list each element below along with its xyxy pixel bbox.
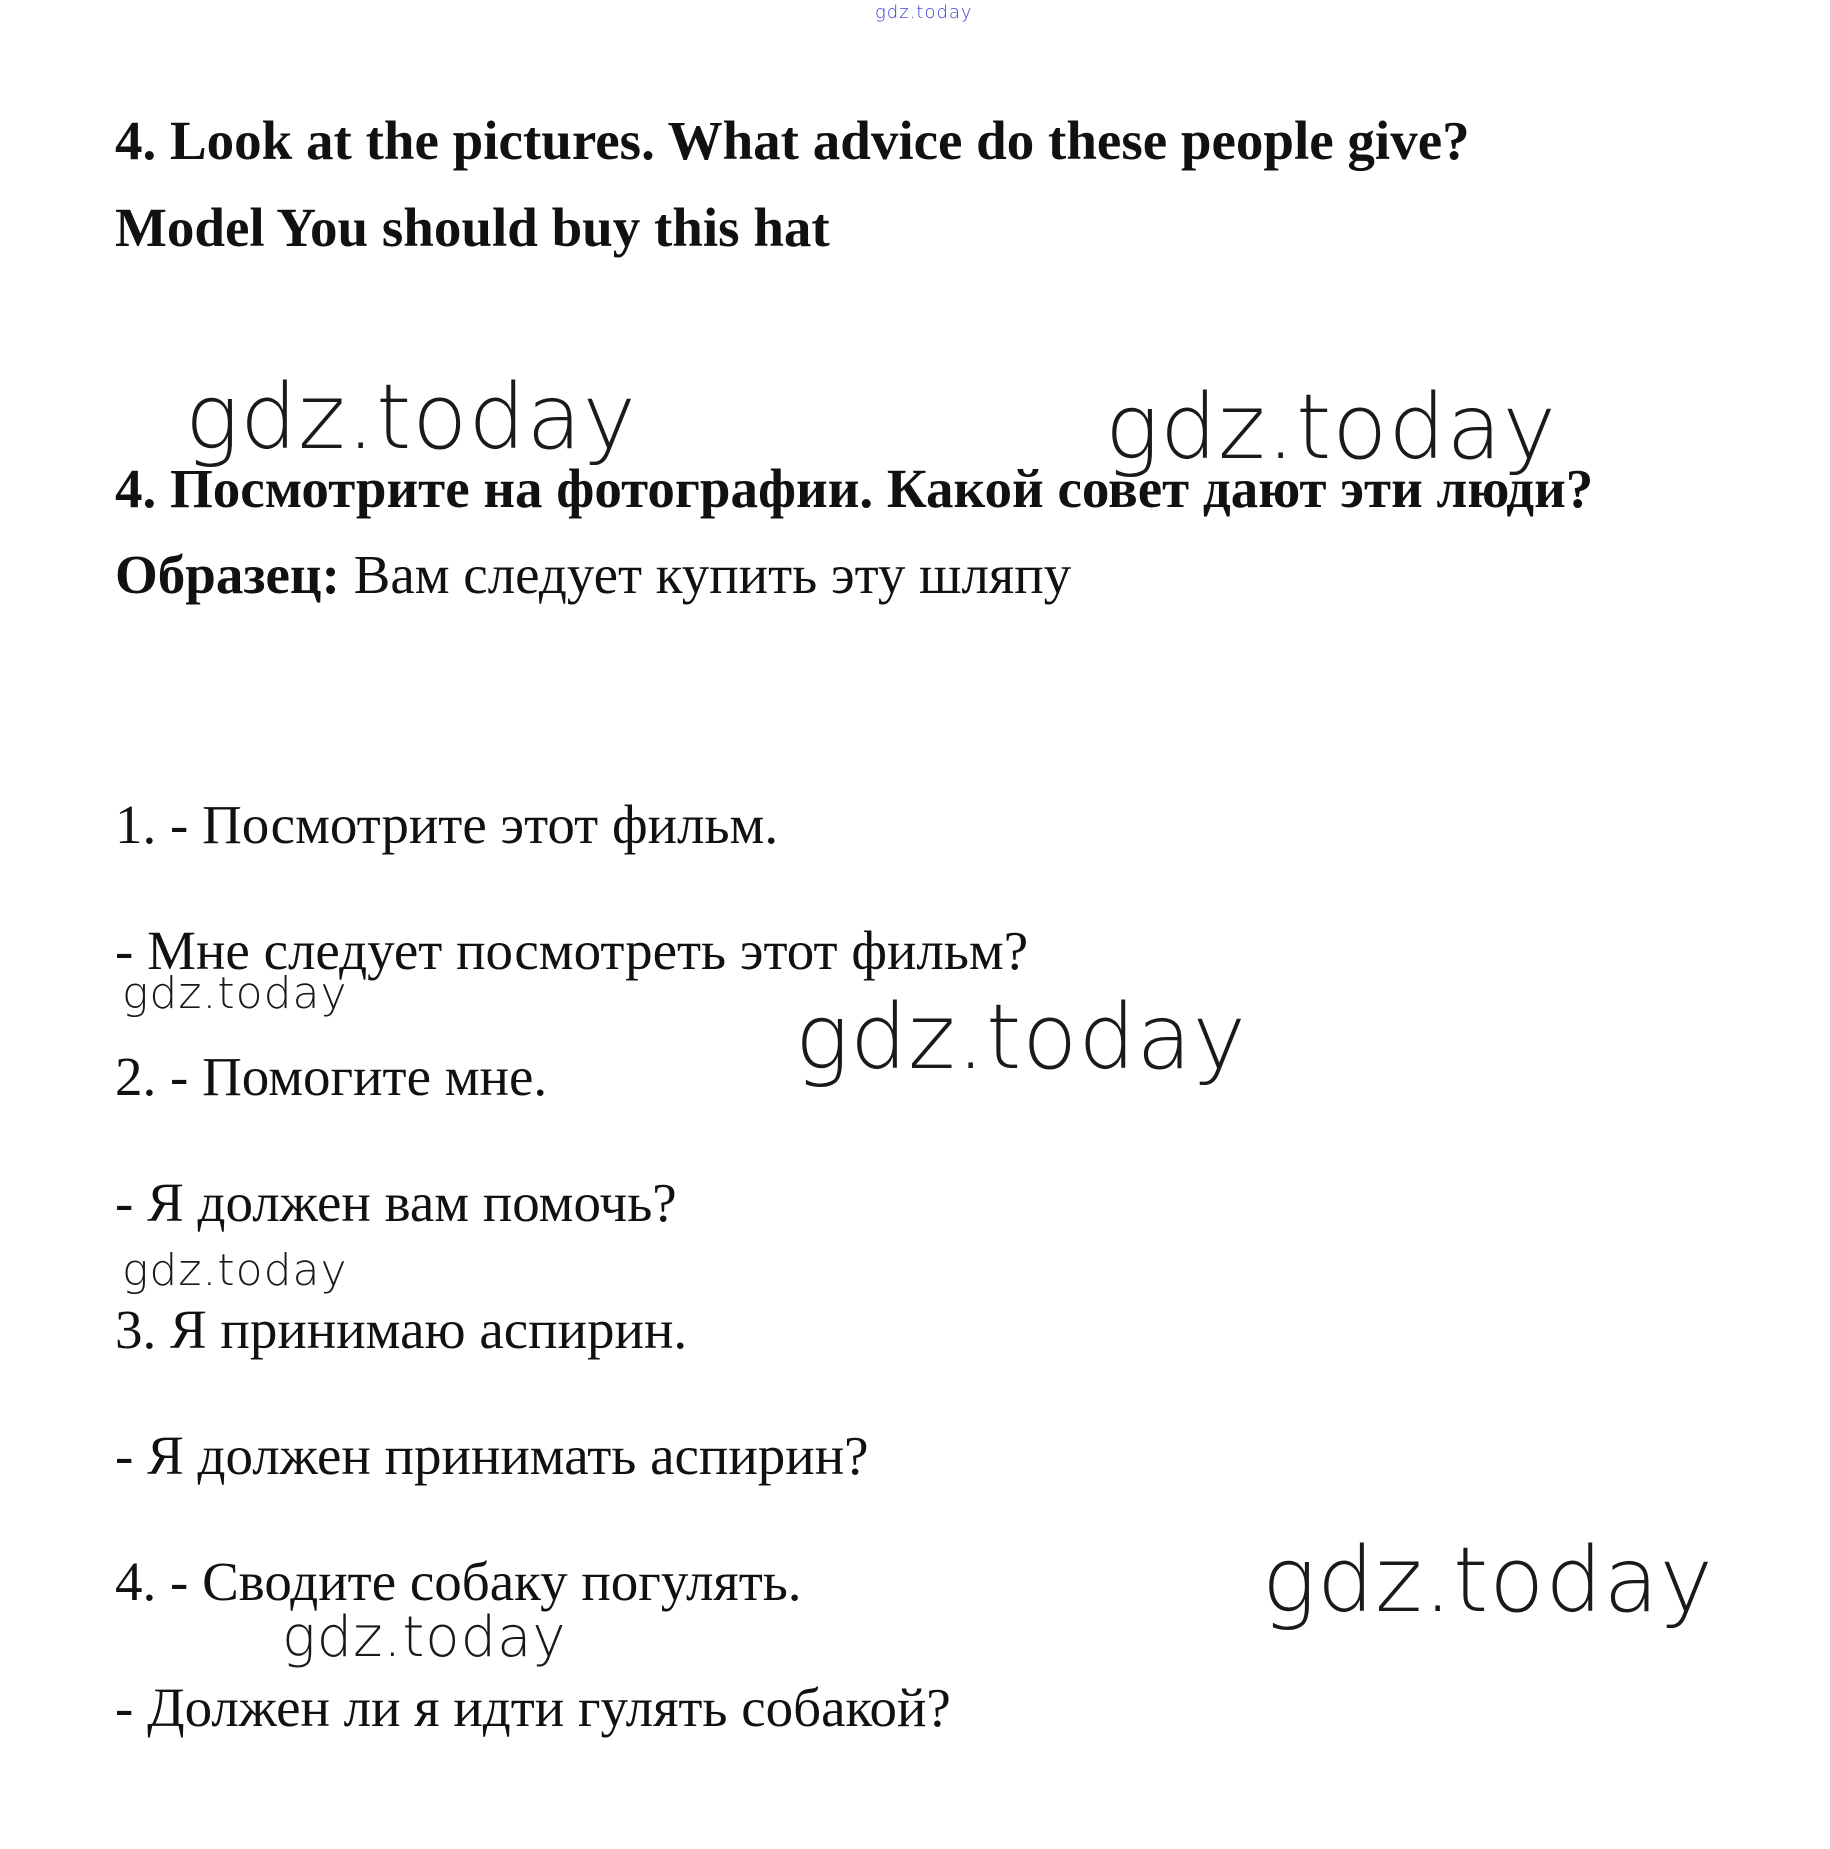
model-text: Вам следует купить эту шляпу — [339, 544, 1072, 605]
watermark: gdz.today — [185, 365, 637, 470]
watermark: gdz.today — [282, 1605, 567, 1670]
item-line: - Я должен принимать аспирин? — [115, 1425, 869, 1486]
item-line: 3. Я принимаю аспирин. — [115, 1299, 688, 1360]
item-line: 4. - Сводите собаку погулять. — [115, 1551, 802, 1612]
task-heading-ru: 4. Посмотрите на фотографии. Какой совет дают эти люди? — [115, 458, 1594, 519]
watermark: gdz.today — [122, 1245, 348, 1296]
watermark-top: gdz.today — [875, 2, 973, 23]
item-line: 1. - Посмотрите этот фильм. — [115, 794, 779, 855]
model-label: Образец: — [115, 544, 340, 605]
watermark: gdz.today — [1105, 375, 1557, 480]
watermark: gdz.today — [122, 968, 348, 1019]
item-line: 2. - Помогите мне. — [115, 1046, 548, 1107]
item-line: - Я должен вам помочь? — [115, 1172, 677, 1233]
watermark: gdz.today — [795, 985, 1247, 1090]
item-line: - Должен ли я идти гулять собакой? — [115, 1677, 951, 1738]
task-heading-en: 4. Look at the pictures. What advice do these people give? — [115, 110, 1470, 171]
watermark: gdz.today — [1262, 1528, 1714, 1633]
task-model-en: Model You should buy this hat — [115, 197, 830, 258]
task-model-ru — [115, 544, 1072, 605]
item-line: - Мне следует посмотреть этот фильм? — [115, 920, 1029, 981]
